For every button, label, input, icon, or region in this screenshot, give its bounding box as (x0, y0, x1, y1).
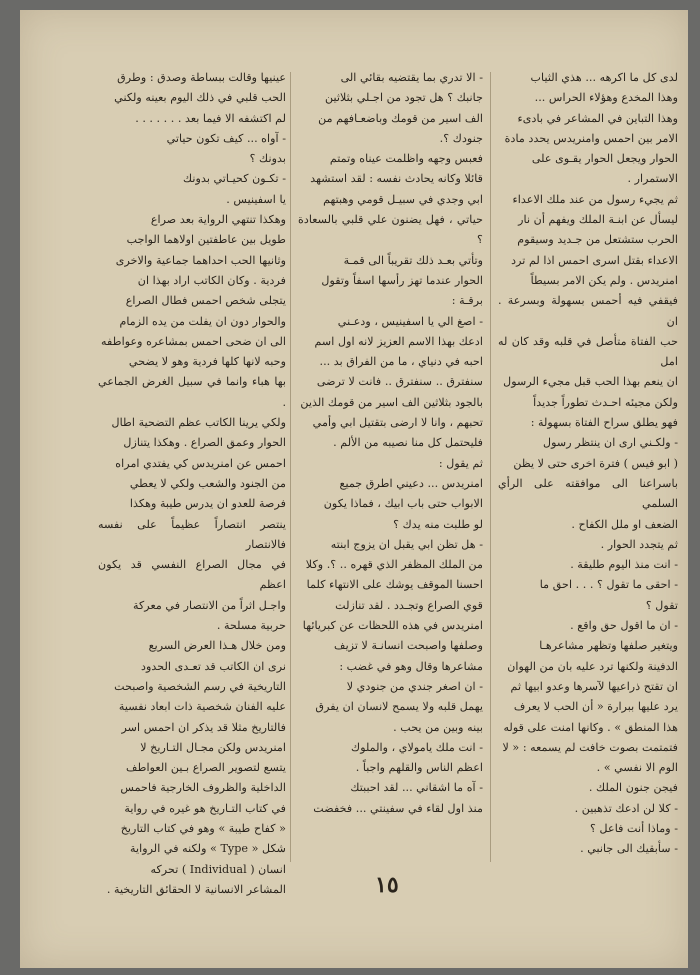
text-line: - وماذا أنت فاعل ؟ (590, 821, 678, 835)
text-line: الدفينة ولكنها ترد عليه بان من الهوان (507, 659, 678, 673)
text-line: الحوار وعمق الصراع . وهكذا يتنازل (123, 436, 286, 450)
text-line: - انت ملك يامولاي ، والملوك (350, 740, 483, 754)
text-line: الحرب ستشتعل من جـديد وسيقوم (517, 233, 678, 247)
text-line: والحوار دون ان يفلت من يده الزمام (119, 314, 286, 328)
text-line: قائلا وكانه يحادث نفسه : لقد استشهد (310, 172, 483, 186)
text-column-middle (298, 68, 483, 819)
text-line: - كلا لن ادعك تذهبين . (574, 801, 678, 815)
text-line: الضعف او ملل الكفاح . (571, 517, 678, 531)
text-line: ثم يتجدد الحوار . (600, 537, 678, 551)
text-line: - اصغ الي يا اسفينيس ، ودعـني (337, 314, 483, 328)
text-line: يتسع لتصوير الصراع بـين العواطف (126, 761, 286, 775)
text-line: - هل تظن ابي يقبل ان يزوج ابنته (330, 537, 483, 551)
text-line: في مجال الصراع النفسي قد يكون اعظم (98, 558, 286, 592)
text-line: الوم الا نفسي » . (596, 761, 678, 775)
text-line: - تكـون كحيـاتي بدونك (183, 172, 286, 186)
text-line: هذا المنطق » . وكانها امنت على قوله (503, 720, 678, 734)
text-line: امنريدس ... دعيني اطرق جميع (339, 476, 483, 490)
text-line: ثم يجيء رسول من عند ملك الاعداء (512, 192, 678, 206)
text-line: برقـة : (451, 294, 483, 308)
text-line: امنريدس . ولم يكن الامر بسيطاً (530, 273, 678, 287)
text-line: - ان ما اقول حق واقع . (570, 619, 678, 633)
text-line: التاريخية في رسم الشخصية واصبحت (114, 679, 286, 693)
text-line: فعبس وجهه واظلمت عيناه وتمتم (329, 152, 483, 166)
text-line: امنريدس ولكن مجـال التـاريخ لا (140, 740, 286, 754)
text-line: بالجود بثلاثين الف اسير من قومك الذين (300, 395, 483, 409)
text-line: احسنا الموقف يوشك على الانتهاء كلما (306, 578, 483, 592)
text-line: حياتي ، فهل يضنون علي قلبي بالسعادة ؟ (298, 213, 483, 247)
text-line: نرى ان الكاتب قد تعـدى الحدود (141, 659, 286, 673)
text-line: امنريدس في هذه اللحظات عن كبريائها (302, 619, 483, 633)
text-line: - ولكـني ارى ان ينتظر رسول (542, 436, 678, 450)
text-line: - انت منذ اليوم طليقة . (570, 558, 678, 572)
text-line: ابي وجدي في سبيـل قومي وهبتهم (323, 192, 483, 206)
text-line: يرد عليها ببرارة « أن الحب لا يعرف (513, 700, 678, 714)
column-divider-right (490, 72, 491, 862)
text-line: - آواه ... كيف تكون حياتي (166, 131, 286, 145)
text-line: جانبك ؟ هل تجود من اجـلي بثلاثين (325, 91, 483, 105)
text-line: احبه في دنياي ، ما من الفراق بد ... (319, 355, 483, 369)
text-column-left (98, 68, 286, 900)
text-line: الحب قلبي في ذلك اليوم بعينه ولكني (114, 91, 286, 105)
column-divider-left (290, 72, 291, 862)
text-line: وهكذا تنتهي الرواية بعد صراع (150, 213, 286, 227)
text-line: بها هباء وانما في سبيل الغرض الجماعي . (98, 375, 286, 409)
text-line: الاستمرار . (627, 172, 678, 186)
text-line: ان ينعم بهذا الحب قبل مجيء الرسول (503, 375, 678, 389)
text-line: وتأتي بعـد ذلك تقريباً الى قمـة (343, 253, 483, 267)
text-line: انسان ( Individual ) تحركه (150, 862, 286, 876)
text-line: ويتغير صلفها وتظهر مشاعرهـا (539, 639, 678, 653)
text-line: باسراعنا الى موافقته على الرأي السلمي (498, 476, 678, 511)
text-line: ادعك بهذا الاسم العزيز لانه اول اسم (314, 334, 483, 348)
text-line: وهذا المخدع وهؤلاء الحراس ... (534, 91, 678, 105)
text-line: - ان اصغر جندي من جنودي لا (346, 679, 483, 693)
text-line: طويل بين عاطفتين اولاهما الواجب (126, 233, 286, 247)
text-line: بينه وبين من يحب . (393, 720, 483, 734)
text-line: الى ان ضحى احمس بمشاعره وعواطفه (101, 334, 286, 348)
text-line: لدى كل ما اكرهه ... هذي الثياب (530, 71, 678, 84)
text-line: تقول ؟ (645, 598, 678, 612)
text-line: احمس عن امنريدس كي يفتدي امراه (115, 456, 286, 470)
text-line: - احقى ما تقول ؟ . . . احق ما (539, 578, 678, 592)
text-line: حربية مسلحة . (216, 619, 286, 633)
text-line: ليسأل عن ابنـة الملك ويفهم أن نار (518, 213, 678, 227)
text-line: الاعداء بقتل اسرى احمس اذا لم ترد (511, 253, 678, 267)
text-line: من الجنود والشعب ولكي لا يعطي (129, 476, 286, 490)
page-number: ١٥ (375, 872, 399, 898)
text-line: « كفاح طيبة » وهو في كتاب التاريخ (120, 821, 286, 835)
text-line: وصلفها واصبحت انسانـة لا تزيف (333, 639, 483, 653)
text-line: فهو يطلق سراح الفتاة بسهولة : (530, 416, 678, 430)
text-line: يهمل قلبه ولا يسمح لانسان ان يفرق (315, 700, 483, 714)
text-line: ولكي يرينا الكاتب عظم التضحية اطال (111, 416, 286, 430)
text-line: فتمتمت بصوت خافت لم يسمعه : « لا (502, 740, 678, 754)
text-line: سنفترق .. سنفترق .. فانت لا ترضى (316, 375, 483, 389)
text-line: وحبه لانها كلها فردية وهو لا يضحي (128, 355, 286, 369)
text-line: شكل « Type » ولكنه في الرواية (130, 842, 286, 856)
text-line: يتجلى شخص احمس فطال الصراع (125, 294, 286, 308)
text-line: جنودك ؟. (439, 131, 483, 145)
text-line: قوي الصراع وتجـدد . لقد تنازلت (335, 598, 483, 612)
text-line: الابواب حتى باب ابيك ، فماذا يكون (323, 497, 483, 511)
text-line: - سأبقيك الى جانبي . (580, 842, 678, 856)
text-line: ولكن مجيئه احـدث تطوراً جديداً (533, 395, 678, 409)
text-line: حب الفتاة متأصل في قلبه وقد كان له امل (498, 334, 678, 369)
text-line: لم اكتشفه الا فيما بعد . . . . . . . (135, 111, 286, 125)
text-line: الداخلية والظروف الخارجية فاحمس (120, 781, 286, 795)
text-line: - آه ما اشقاني ... لقد احببتك (350, 781, 483, 795)
text-line: فيقفي فيه أحمس بسهولة وبسرعة . ان (498, 294, 678, 328)
text-line: الحوار ويجعل الحوار يقـوى على (531, 152, 678, 166)
text-line: في كتاب التـاريخ هو غيره في رواية (124, 801, 286, 815)
text-line: الامر بين احمس وامنريدس يحدد مادة (504, 131, 678, 145)
text-line: يا اسفينيس . (226, 192, 286, 206)
text-line: ومن خلال هـذا العرض السريع (148, 639, 286, 653)
text-line: ان تقتح ذراعيها لآسرها وعدو ابيها ثم (510, 679, 678, 693)
text-line: المشاعر الانسانية لا الحقائق التاريخية . (106, 882, 286, 896)
text-line: لو طلبت منه يدك ؟ (393, 517, 483, 531)
text-line: الف اسير من قومك وباضعـافهم من (318, 111, 483, 125)
text-line: بدونك ؟ (249, 152, 286, 166)
text-line: الحوار عندما تهز رأسها اسفاً وتقول (321, 273, 483, 287)
text-line: فرصة للعدو ان يدرس طيبة وهكذا (129, 497, 286, 511)
text-column-right (498, 68, 678, 860)
text-line: وثانيها الحب احداهما جماعية والاخرى (115, 253, 286, 267)
text-line: عليه الفنان شخصية ذات ابعاد نفسية (118, 700, 286, 714)
text-line: اعظم الناس والقلهم واجباً . (355, 761, 483, 775)
text-line: واجـل اثراً من الانتصار في معركة (132, 598, 286, 612)
text-line: وهذا التباين في المشاعر في بادىء (517, 111, 678, 125)
text-line: تحبهم ، وانا لا ارضى بتقتيل ابي وأمي (312, 416, 483, 430)
text-line: فيجن جنون الملك . (588, 781, 678, 795)
text-line: مشاعرها وقال وهو في غضب : (339, 659, 483, 673)
text-line: فردية . وكان الكاتب اراد بهذا ان (137, 273, 286, 287)
text-line: فالتاريخ مثلا قد يذكر ان احمس اسر (121, 720, 286, 734)
text-line: من الملك المظفر الذي قهره .. ؟. وكلا (305, 558, 483, 572)
text-line: ينتصر انتصاراً عظيماً على نفسه فالانتصار (98, 517, 286, 551)
text-line: منذ اول لقاء في سفينتي ... فخفضت (313, 801, 483, 815)
text-line: ثم يقول : (438, 456, 483, 470)
text-line: عينيها وقالت ببساطة وصدق : وطرق (117, 71, 286, 84)
text-line: - الا تدري بما يقتضيه بقائي الى (340, 71, 483, 84)
text-line: ( ابو فيس ) فترة اخرى حتى لا يظن (513, 456, 678, 470)
magazine-page (20, 10, 688, 968)
text-line: فليحتمل كل منا نصيبه من الألم . (333, 436, 483, 450)
